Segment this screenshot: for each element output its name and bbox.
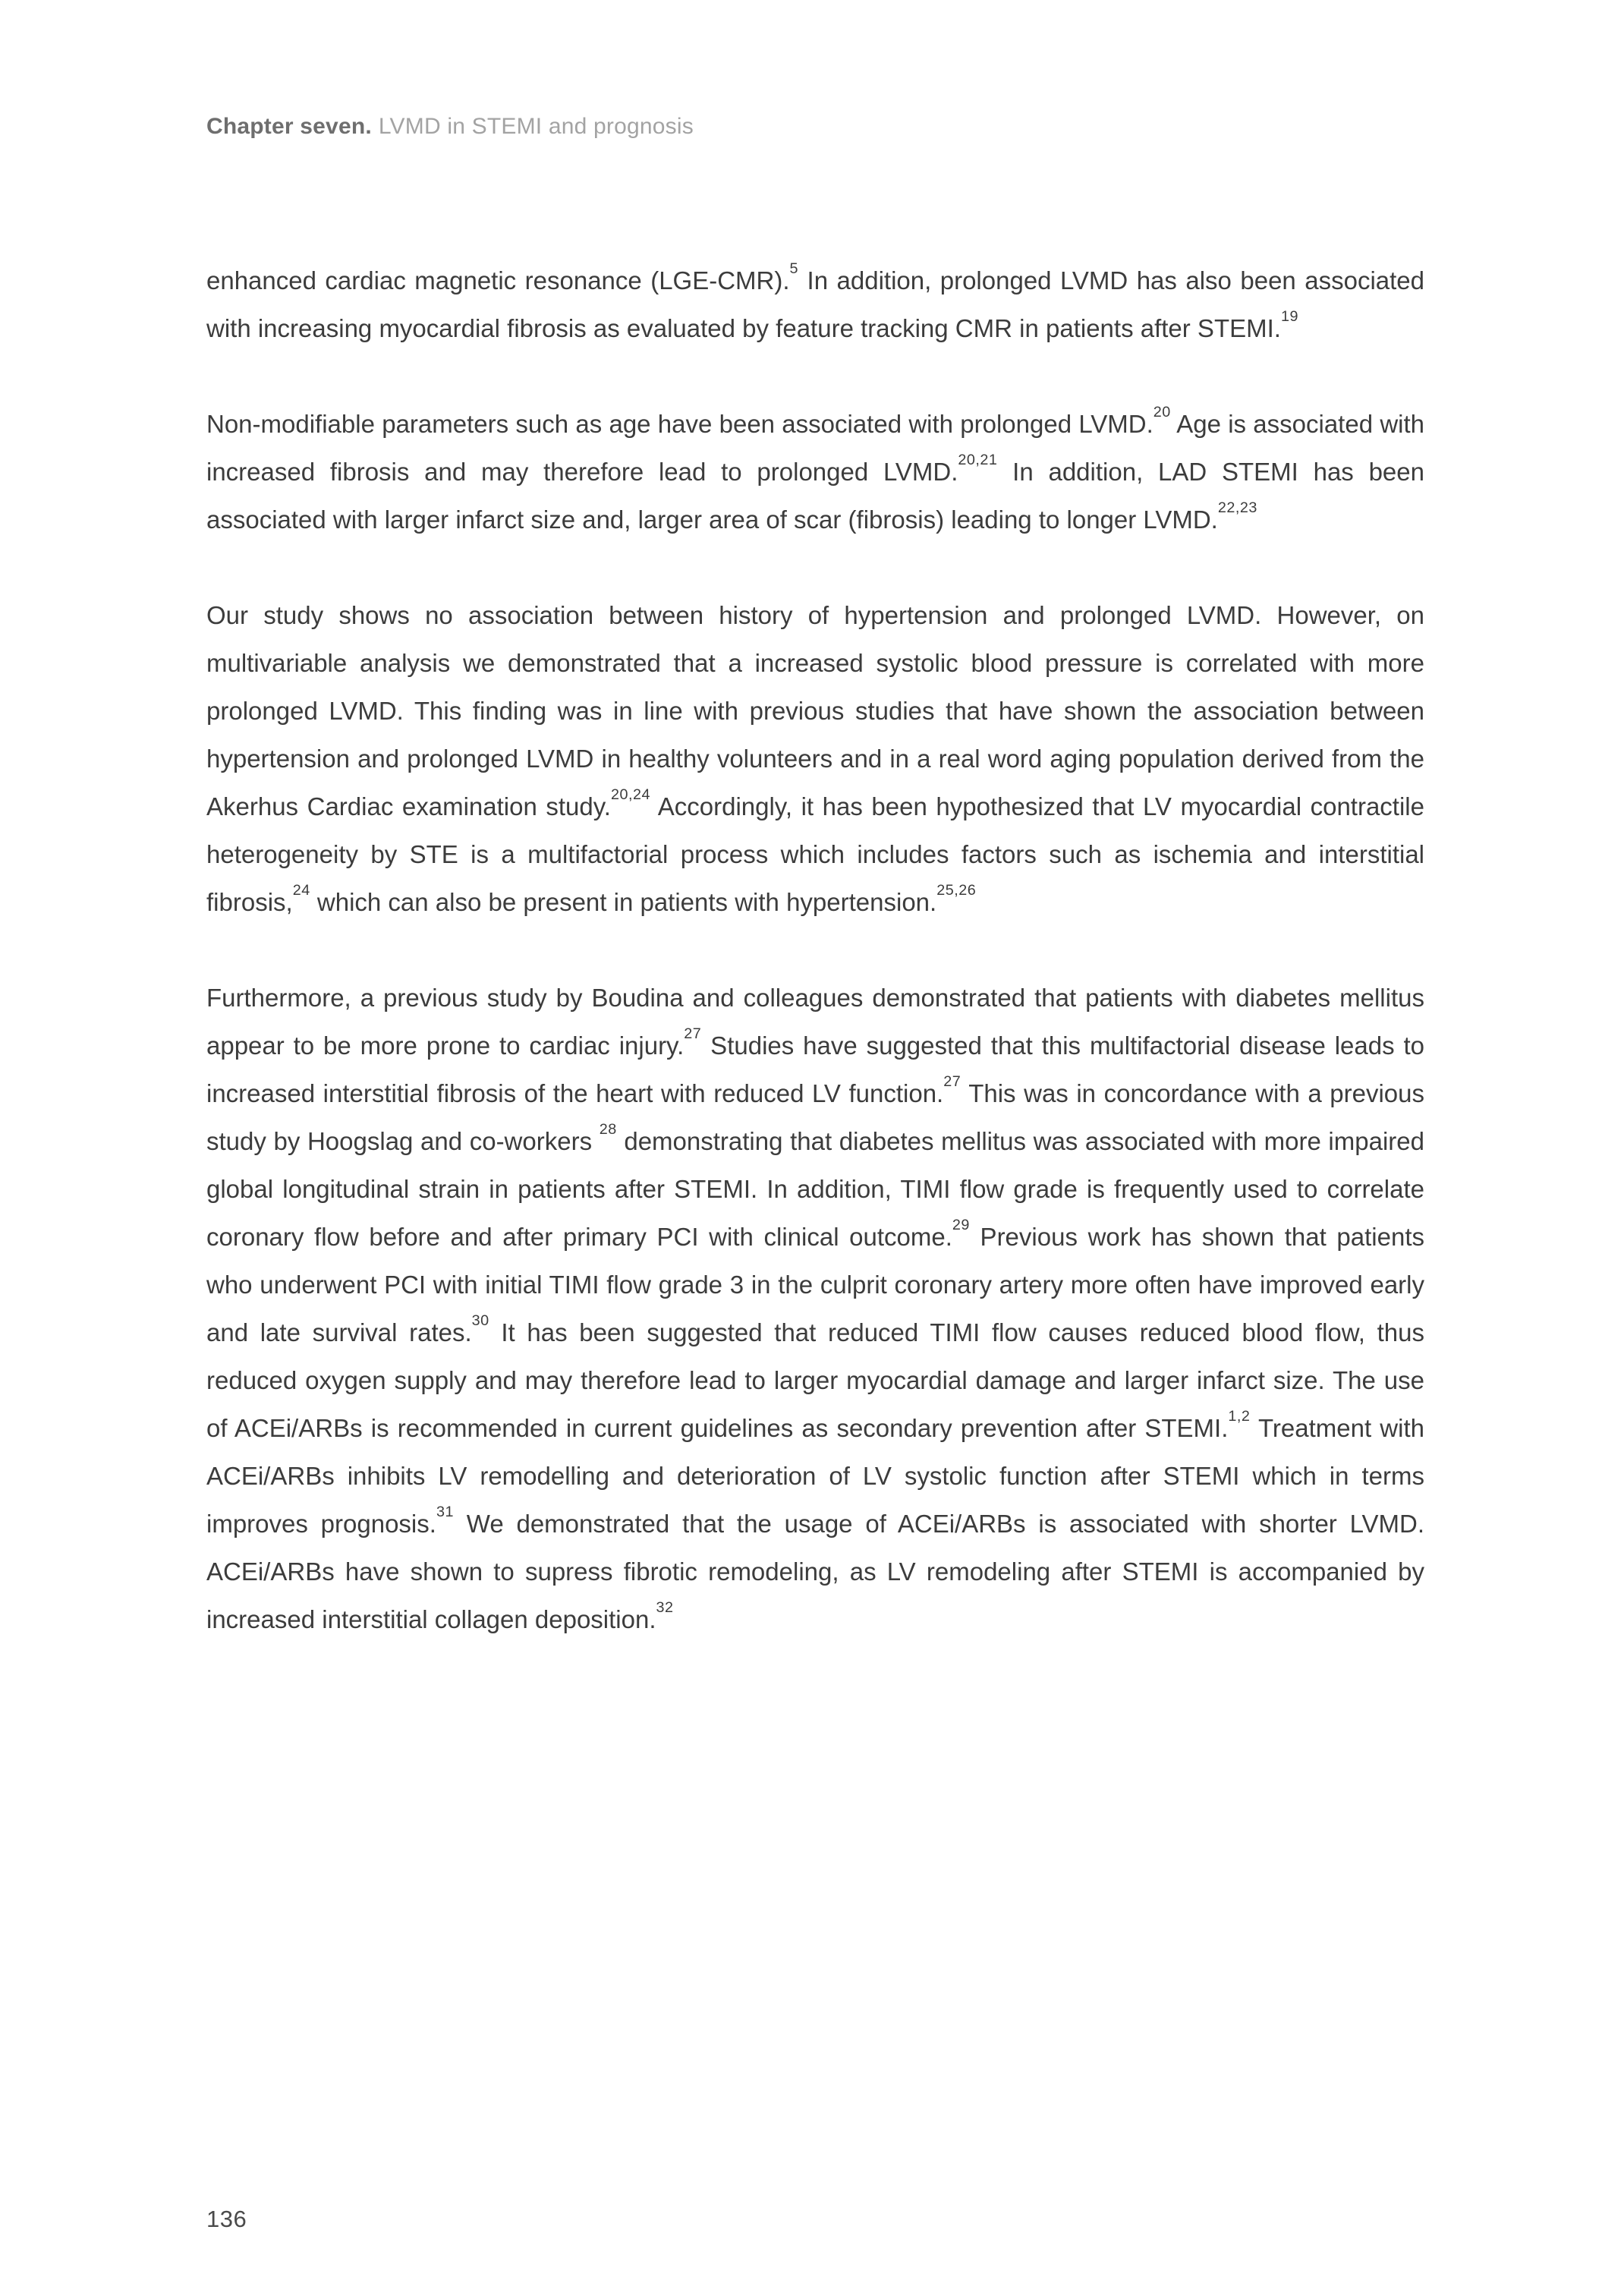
paragraph: [206, 591, 1424, 926]
paragraph-text: We demonstrated that the usage of ACEi/ARBs is associated with shorter LVMD. ACEi/ARBs have shown to supress fibrotic remodeling, as LV remodeling after STEMI is accompanied by increased interstitial collagen deposition.: [206, 1510, 1424, 1633]
paragraph-text: In addition, LAD STEMI has been associated with larger infarct size and, larger area of scar (fibrosis) leading to longer LVMD.: [206, 458, 1424, 534]
page-number: 136: [206, 2206, 247, 2232]
reference-superscript: 27: [943, 1073, 961, 1091]
chapter-title: LVMD in STEMI and prognosis: [378, 114, 694, 139]
reference-superscript: 1,2: [1228, 1408, 1251, 1425]
paragraph-text: Our study shows no association between history of hypertension and prolonged LVMD. However, on multivariable analysis we demonstrated that a increased systolic blood pressure is correlated with more prolonged LVMD. This finding was in line with previous studies that have shown the association between hypertension and prolonged LVMD in healthy volunteers and in a real word aging population derived from the Akerhus Cardiac examination study.: [206, 601, 1424, 820]
body-paragraphs: [206, 257, 1424, 1643]
paragraph-text: demonstrating that diabetes mellitus was associated with more impaired global longitudinal strain in patients after STEMI. In addition, TIMI flow grade is frequently used to correlate coronary flow before and after primary PCI with clinical outcome.: [206, 1127, 1424, 1251]
reference-superscript: 22,23: [1217, 499, 1257, 517]
paragraph-text: Studies have suggested that this multifactorial disease leads to increased interstitial fibrosis of the heart with reduced LV function.: [206, 1031, 1424, 1107]
reference-superscript: 19: [1280, 308, 1298, 326]
paragraph-text: Treatment with ACEi/ARBs inhibits LV remodelling and deterioration of LV systolic function after STEMI which in terms improves prognosis.: [206, 1414, 1424, 1538]
reference-superscript: 30: [471, 1312, 489, 1330]
reference-superscript: 32: [656, 1599, 674, 1617]
paragraph: [206, 400, 1424, 543]
paragraph-text: which can also be present in patients with hypertension.: [310, 888, 937, 916]
reference-superscript: 20,21: [958, 452, 998, 469]
reference-superscript: 20,24: [610, 786, 650, 804]
paragraph-text: Age is associated with increased fibrosis and may therefore lead to prolonged LVMD.: [206, 410, 1425, 486]
paragraph: [206, 974, 1424, 1643]
paragraph-text: Furthermore, a previous study by Boudina and colleagues demonstrated that patients with diabetes mellitus appear to be more prone to cardiac injury.: [206, 984, 1424, 1060]
reference-superscript: 27: [684, 1025, 702, 1043]
reference-superscript: 25,26: [936, 882, 977, 899]
paragraph-text: In addition, prolonged LVMD has also been associated with increasing myocardial fibrosis as evaluated by feature tracking CMR in patients after STEMI.: [206, 266, 1424, 342]
chapter-label: Chapter seven.: [206, 114, 372, 139]
paragraph-text: It has been suggested that reduced TIMI flow causes reduced blood flow, thus reduced oxygen supply and may therefore lead to larger myocardial damage and larger infarct size. The use of ACEi/ARBs is recommended in current guidelines as secondary prevention after STEMI.: [206, 1318, 1424, 1442]
paragraph-text: enhanced cardiac magnetic resonance (LGE-CMR).: [206, 266, 790, 294]
paragraph: [206, 257, 1424, 352]
paragraph-text: Previous work has shown that patients who underwent PCI with initial TIMI flow grade 3 in the culprit coronary artery more often have improved early and late survival rates.: [206, 1223, 1424, 1346]
paragraph-text: Non-modifiable parameters such as age have been associated with prolonged LVMD.: [206, 410, 1153, 438]
reference-superscript: 24: [292, 882, 310, 899]
reference-superscript: 29: [952, 1217, 970, 1234]
reference-superscript: 31: [436, 1504, 454, 1521]
reference-superscript: 28: [599, 1121, 617, 1138]
running-header: [206, 112, 1424, 141]
paragraph-text: Accordingly, it has been hypothesized that LV myocardial contractile heterogeneity by STE is a multifactorial process which includes factors such as ischemia and interstitial fibrosis,: [206, 792, 1424, 916]
reference-superscript: 20: [1153, 404, 1171, 421]
paragraph-text: This was in concordance with a previous study by Hoogslag and co-workers: [206, 1079, 1424, 1155]
reference-superscript: 5: [789, 260, 799, 278]
page-footer: [206, 2206, 247, 2233]
